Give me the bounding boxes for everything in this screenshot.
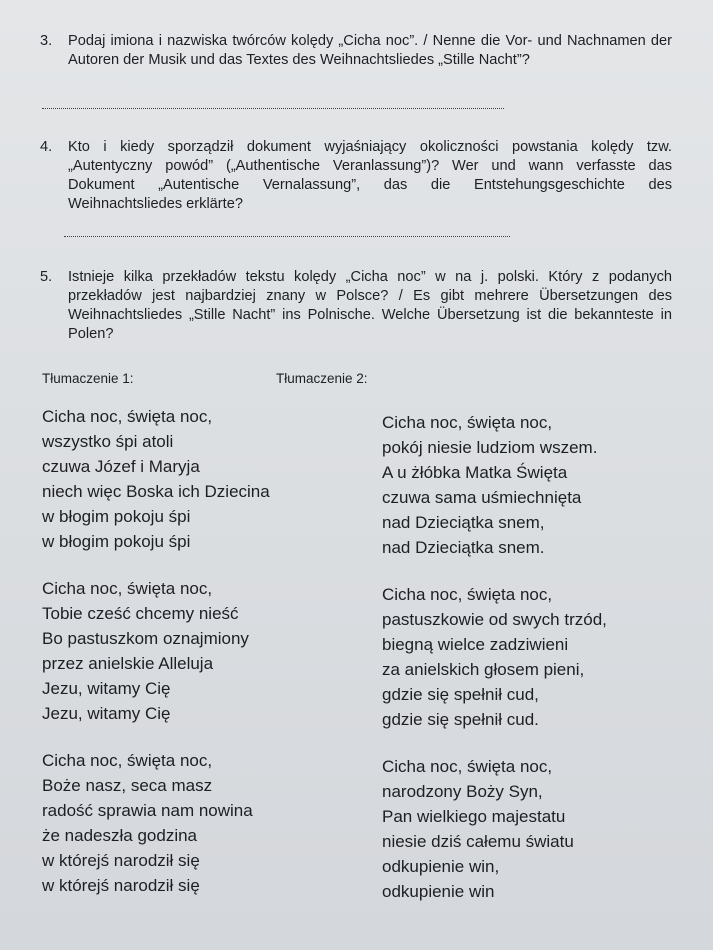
stanza [42, 576, 270, 726]
poem-line: czuwa sama uśmiechnięta [382, 488, 582, 507]
poem-line: niesie dziś całemu światu [382, 832, 574, 851]
poem-line: niech więc Boska ich Dziecina [42, 482, 270, 501]
question-number: 5. [40, 269, 53, 285]
poem-line: nad Dzieciątka snem, [382, 513, 545, 532]
poem-line: w którejś narodził się [42, 876, 200, 895]
poem-line: w błogim pokoju śpi [42, 532, 191, 551]
poem-line: Cicha noc, święta noc, [42, 579, 213, 598]
question-text: Istnieje kilka przekładów tekstu kolędy „Cicha noc” w na j. polski. Który z podanych przekładów jest najbardziej znany w Polsce? / Es gibt mehrere Übersetzungen des Weihnachtsliedes „Stille Nacht” ins Polnische. Welche Übersetzung ist die bekannteste in Polen? [68, 269, 672, 342]
question-number: 4. [40, 139, 53, 155]
poem-line: że nadeszła godzina [42, 826, 198, 845]
translation-2-label: Tłumaczenie 2: [276, 371, 368, 386]
poem-line: Cicha noc, święta noc, [382, 413, 553, 432]
question-4 [40, 138, 672, 214]
poem-line: Pan wielkiego majestatu [382, 807, 566, 826]
poem-line: wszystko śpi atoli [42, 432, 174, 451]
poem-line: przez anielskie Alleluja [42, 654, 214, 673]
stanza [42, 748, 270, 898]
poem-line: Cicha noc, święta noc, [382, 757, 553, 776]
poem-line: odkupienie win [382, 882, 495, 901]
poem-line: w którejś narodził się [42, 851, 200, 870]
poem-line: Boże nasz, seca masz [42, 776, 213, 795]
translation-2-poem [382, 410, 607, 926]
poem-line: gdzie się spełnił cud. [382, 710, 539, 729]
question-text: Podaj imiona i nazwiska twórców kolędy „Cicha noc”. / Nenne die Vor- und Nachnamen der Autoren der Musik und das Textes des Weihnachtsliedes „Stille Nacht”? [68, 33, 672, 68]
poem-line: odkupienie win, [382, 857, 500, 876]
question-text: Kto i kiedy sporządził dokument wyjaśniający okoliczności powstania kolędy tzw. „Autentyczny powód” („Authentische Veranlassung”)? Wer und wann verfasste das Dokument „Autentische Vernalassung”, das die Entstehungsgeschichte des Weihnachtsliedes erklärte? [68, 139, 672, 212]
poem-line: Cicha noc, święta noc, [382, 585, 553, 604]
stanza [382, 582, 607, 732]
stanza [42, 404, 270, 554]
poem-line: nad Dzieciątka snem. [382, 538, 545, 557]
poem-line: Tobie cześć chcemy nieść [42, 604, 239, 623]
translation-1-label: Tłumaczenie 1: [42, 371, 134, 386]
poem-line: narodzony Boży Syn, [382, 782, 543, 801]
translation-1-poem [42, 404, 270, 920]
poem-line: Cicha noc, święta noc, [42, 751, 213, 770]
poem-line: biegną wielce zadziwieni [382, 635, 569, 654]
poem-line: w błogim pokoju śpi [42, 507, 191, 526]
question-number: 3. [40, 33, 53, 49]
poem-line: pastuszkowie od swych trzód, [382, 610, 607, 629]
poem-line: za anielskich głosem pieni, [382, 660, 585, 679]
poem-line: Bo pastuszkom oznajmiony [42, 629, 249, 648]
poem-line: pokój niesie ludziom wszem. [382, 438, 598, 457]
stanza [382, 754, 607, 904]
poem-line: gdzie się spełnił cud, [382, 685, 539, 704]
answer-line-3[interactable] [42, 108, 504, 109]
stanza [382, 410, 607, 560]
poem-line: Cicha noc, święta noc, [42, 407, 213, 426]
poem-line: czuwa Józef i Maryja [42, 457, 200, 476]
question-3 [40, 32, 672, 70]
poem-line: A u żłóbka Matka Święta [382, 463, 568, 482]
poem-line: Jezu, witamy Cię [42, 679, 171, 698]
answer-line-4[interactable] [64, 236, 510, 237]
question-5 [40, 268, 672, 344]
poem-line: Jezu, witamy Cię [42, 704, 171, 723]
poem-line: radość sprawia nam nowina [42, 801, 253, 820]
